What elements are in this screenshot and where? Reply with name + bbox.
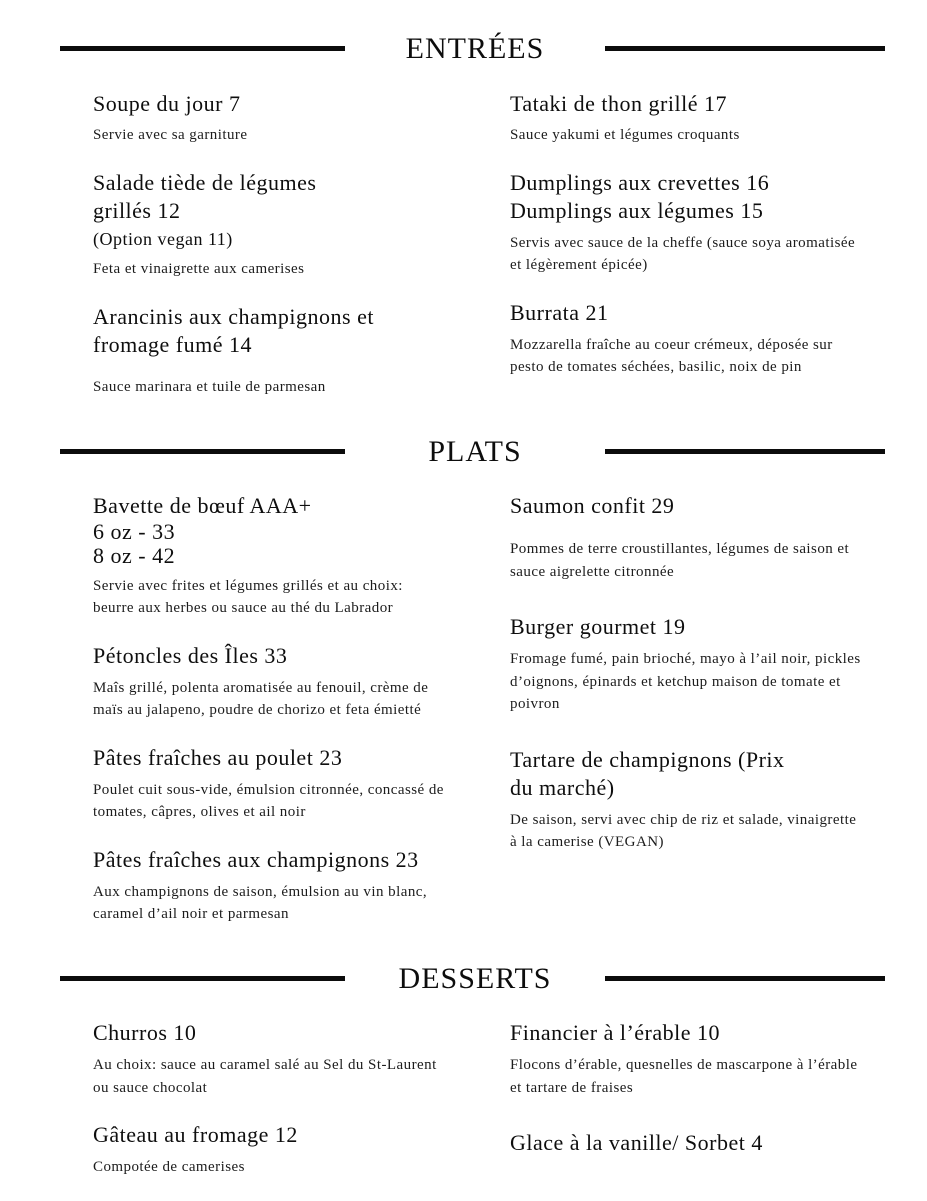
item-subtitle: (Option vegan 11) bbox=[93, 228, 233, 249]
menu-item bbox=[93, 303, 468, 399]
item-title: Burrata 21 bbox=[510, 299, 609, 325]
menu-item bbox=[93, 90, 468, 147]
item-title: Dumplings aux légumes 15 bbox=[510, 197, 764, 223]
menu-item bbox=[93, 846, 468, 926]
item-title: Tartare de champignons (Prix bbox=[510, 746, 785, 772]
column-right bbox=[510, 1019, 885, 1200]
menu-item bbox=[510, 299, 885, 379]
item-title: Burger gourmet 19 bbox=[510, 614, 686, 640]
section-body bbox=[60, 90, 885, 421]
menu-item bbox=[93, 1121, 468, 1178]
item-title: Pétoncles des Îles 33 bbox=[93, 642, 288, 668]
section-title: DESSERTS bbox=[398, 961, 552, 995]
section-header bbox=[60, 30, 885, 68]
menu-item bbox=[510, 492, 885, 583]
item-desc: Au choix: sauce au caramel salé au Sel du St-Laurent ou sauce chocolat bbox=[93, 1057, 437, 1096]
menu-item bbox=[510, 1019, 885, 1099]
section-rule-right bbox=[605, 976, 885, 981]
menu-item bbox=[510, 746, 885, 854]
item-desc: Servie avec sa garniture bbox=[93, 127, 248, 144]
column-right bbox=[510, 90, 885, 421]
section-rule-right bbox=[605, 449, 885, 454]
section-rule-left bbox=[60, 449, 345, 454]
item-title: Churros 10 bbox=[93, 1020, 197, 1046]
item-desc: Servie avec frites et légumes grillés et au choix: beurre aux herbes ou sauce au thé du Labrador bbox=[93, 577, 403, 617]
menu-item bbox=[93, 642, 468, 722]
section-header bbox=[60, 433, 885, 471]
column-right bbox=[510, 492, 885, 947]
item-desc: Sauce marinara et tuile de parmesan bbox=[93, 379, 326, 396]
menu-item bbox=[93, 744, 468, 824]
menu-item bbox=[510, 169, 885, 277]
menu-item bbox=[510, 613, 885, 715]
item-desc: Maîs grillé, polenta aromatisée au fenouil, crème de maïs au jalapeno, poudre de chorizo et feta émietté bbox=[93, 679, 429, 719]
item-desc: Compotée de camerises bbox=[93, 1159, 245, 1176]
item-desc: Servis avec sauce de la cheffe (sauce soya aromatisée et légèrement épicée) bbox=[510, 234, 856, 274]
column-left bbox=[93, 492, 468, 947]
item-title: Pâtes fraîches aux champignons 23 bbox=[93, 846, 419, 872]
item-size-option: 6 oz - 33 bbox=[93, 519, 176, 545]
section-title: ENTRÉES bbox=[405, 32, 545, 65]
section-header bbox=[60, 960, 885, 998]
section-title: PLATS bbox=[428, 434, 522, 468]
item-size-option: 8 oz - 42 bbox=[93, 543, 176, 569]
menu-item bbox=[93, 169, 468, 281]
item-title: grillés 12 bbox=[93, 197, 181, 223]
section-rule-right bbox=[605, 46, 885, 51]
item-title: Bavette de bœuf AAA+ bbox=[93, 493, 312, 519]
column-left bbox=[93, 1019, 468, 1200]
item-title: Saumon confit 29 bbox=[510, 493, 675, 519]
menu-item bbox=[510, 90, 885, 147]
section-plats bbox=[60, 433, 885, 948]
menu-item bbox=[93, 1019, 468, 1099]
item-title: Dumplings aux crevettes 16 bbox=[510, 169, 770, 195]
menu-item bbox=[93, 492, 468, 619]
section-rule-left bbox=[60, 46, 345, 51]
item-title: Financier à l’érable 10 bbox=[510, 1020, 721, 1046]
item-title: Salade tiède de légumes bbox=[93, 169, 317, 195]
item-desc: Fromage fumé, pain brioché, mayo à l’ail noir, pickles d’oignons, épinards et ketchup maison de tomate et poivron bbox=[510, 651, 861, 713]
item-desc: Mozzarella fraîche au coeur crémeux, déposée sur pesto de tomates séchées, basilic, noix de pin bbox=[510, 336, 833, 376]
item-title: Gâteau au fromage 12 bbox=[93, 1122, 298, 1148]
item-desc: De saison, servi avec chip de riz et salade, vinaigrette à la camerise (VEGAN) bbox=[510, 811, 857, 851]
item-desc: Poulet cuit sous-vide, émulsion citronnée, concassé de tomates, câpres, olives et ail noir bbox=[93, 781, 444, 821]
section-entrees bbox=[60, 30, 885, 421]
item-title: Arancinis aux champignons et bbox=[93, 303, 374, 329]
section-desserts bbox=[60, 960, 885, 1201]
item-title: Pâtes fraîches au poulet 23 bbox=[93, 744, 343, 770]
section-body bbox=[60, 1019, 885, 1200]
item-desc: Flocons d’érable, quesnelles de mascarpone à l’érable et tartare de fraises bbox=[510, 1057, 858, 1096]
item-title: du marché) bbox=[510, 774, 615, 800]
item-title: Tataki de thon grillé 17 bbox=[510, 90, 727, 116]
section-rule-left bbox=[60, 976, 345, 981]
item-title: fromage fumé 14 bbox=[93, 331, 252, 357]
menu-item bbox=[510, 1129, 885, 1157]
item-title: Glace à la vanille/ Sorbet 4 bbox=[510, 1130, 763, 1156]
column-left bbox=[93, 90, 468, 421]
item-desc: Sauce yakumi et légumes croquants bbox=[510, 127, 740, 144]
item-desc: Feta et vinaigrette aux camerises bbox=[93, 261, 305, 278]
section-body bbox=[60, 492, 885, 947]
item-desc: Pommes de terre croustillantes, légumes de saison et sauce aigrelette citronnée bbox=[510, 541, 850, 580]
item-desc: Aux champignons de saison, émulsion au vin blanc, caramel d’ail noir et parmesan bbox=[93, 883, 428, 923]
item-title: Soupe du jour 7 bbox=[93, 90, 241, 116]
